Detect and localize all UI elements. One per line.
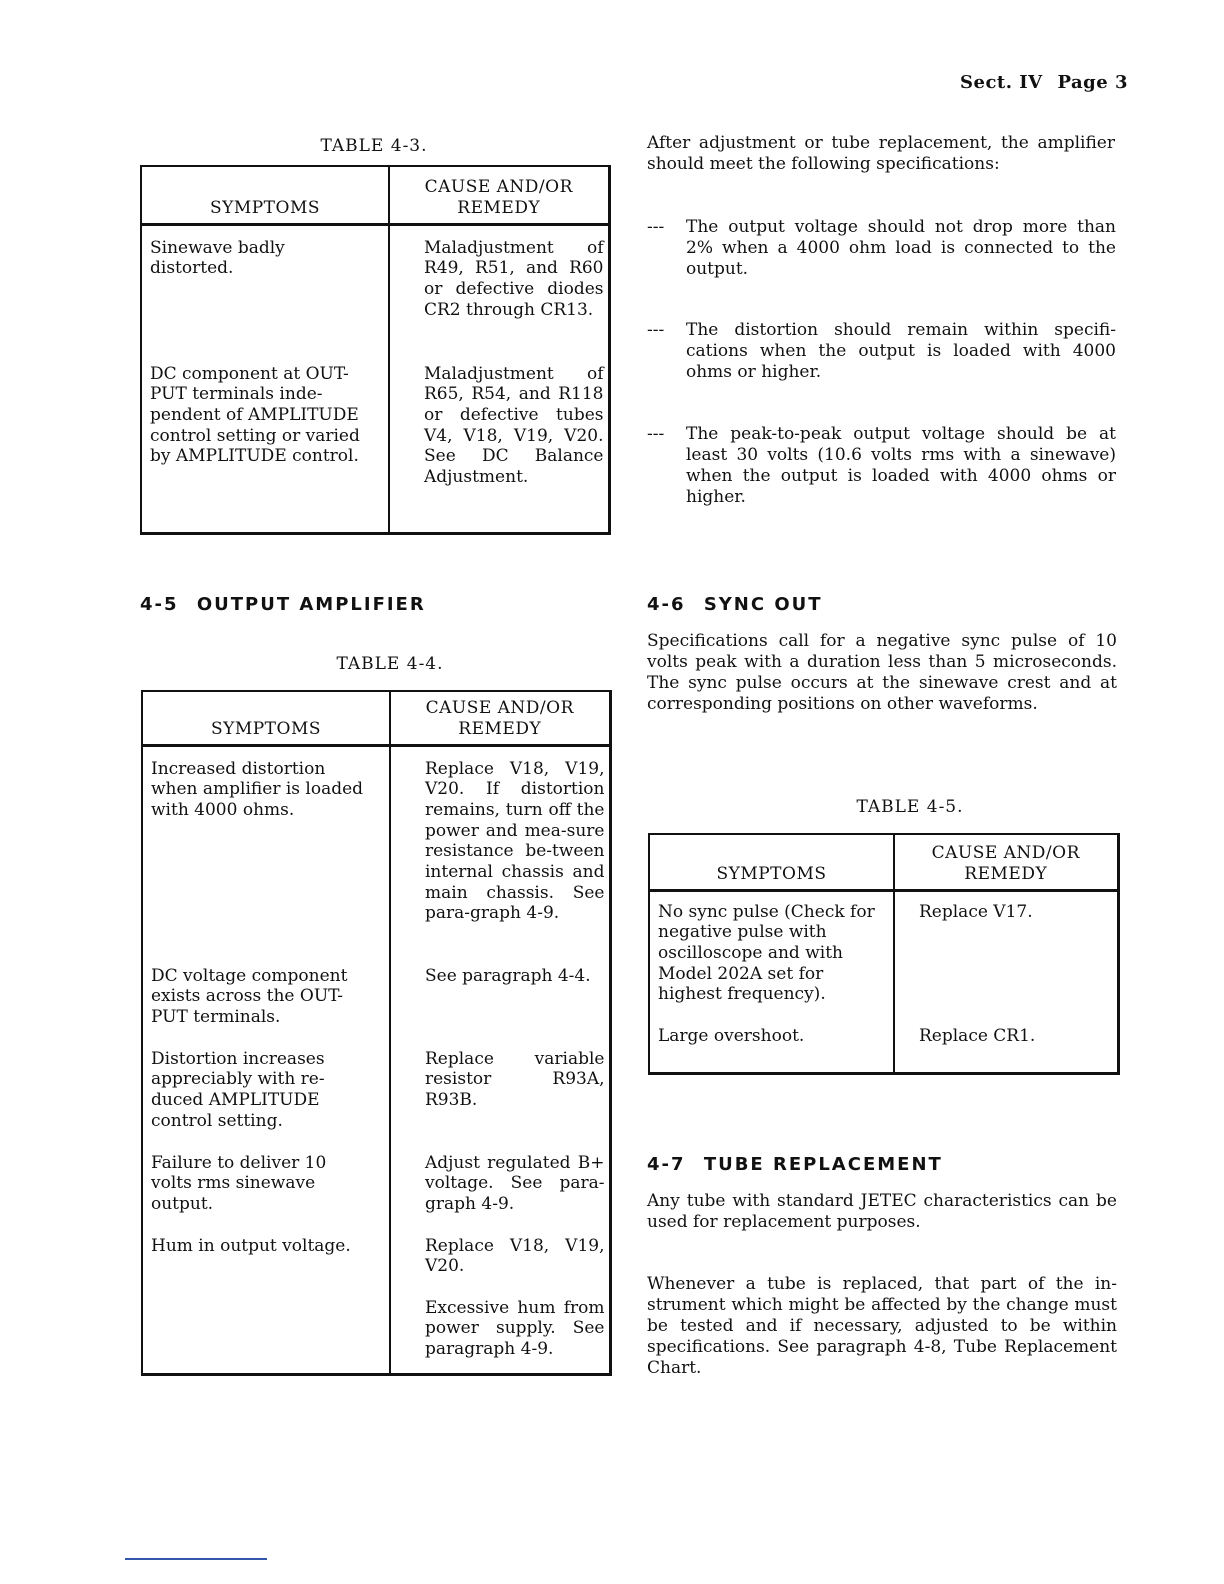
table-4-3 <box>140 165 611 535</box>
table-row-symptom: Increased distortion when amplifier is loaded with 4000 ohms. <box>151 758 364 820</box>
table-row-symptom: Failure to deliver 10 volts rms sinewave output. <box>151 1152 327 1214</box>
table-row-remedy: Replace V18, V19, V20. <box>425 1235 605 1277</box>
sync-out-paragraph: Specifications call for a negative sync pulse of 10 volts peak with a duration less than 5 microseconds. The sync pulse occurs at the sinewave crest and at corresponding positions on other waveforms. <box>647 631 1117 714</box>
table-4-4 <box>141 690 612 1376</box>
table-row-remedy: See paragraph 4-4. <box>425 965 591 986</box>
table-4-4-symptoms-column <box>142 745 390 1375</box>
bullet-dash: --- <box>647 424 665 444</box>
bullet-text: The distortion should remain within specifi-cations when the output is loaded with 4000 ohms or higher. <box>686 320 1116 382</box>
table-row-symptom: No sync pulse (Check for negative pulse with oscilloscope and with Model 202A set for highest frequency). <box>658 901 875 1005</box>
table-row-symptom: Large overshoot. <box>658 1025 805 1046</box>
footer-rule <box>125 1558 267 1560</box>
table-row-remedy: Maladjustment of R65, R54, and R118 or defective tubes V4, V18, V19, V20. See DC Balance Adjustment. <box>424 363 604 488</box>
table-row-remedy: Maladjustment of R49, R51, and R60 or defective diodes CR2 through CR13. <box>424 237 604 320</box>
amplifier-spec-intro: After adjustment or tube replacement, the amplifier should meet the following specifications: <box>647 133 1115 174</box>
table-4-3-caption: TABLE 4-3. <box>320 136 428 156</box>
table-4-3-symptoms-column <box>141 224 389 534</box>
tube-replacement-paragraph-1: Any tube with standard JETEC characteristics can be used for replacement purposes. <box>647 1191 1117 1232</box>
section-number: 4-6 <box>647 594 686 615</box>
table-row-remedy: Replace V17. <box>919 901 1033 922</box>
table-row-symptom: Hum in output voltage. <box>151 1235 351 1256</box>
table-4-5-cause-header: CAUSE AND/OR REMEDY <box>894 834 1118 890</box>
section-number: 4-7 <box>647 1154 686 1175</box>
table-4-4-caption: TABLE 4-4. <box>336 654 444 674</box>
bullet-dash: --- <box>647 217 665 237</box>
table-4-5 <box>648 833 1120 1075</box>
page-number: Page 3 <box>1057 72 1128 93</box>
table-row-symptom: DC voltage component exists across the OUT-PUT terminals. <box>151 965 348 1027</box>
table-4-5-caption: TABLE 4-5. <box>856 797 964 817</box>
section-title: SYNC OUT <box>703 594 823 615</box>
table-4-3-cause-header: CAUSE AND/OR REMEDY <box>389 166 609 224</box>
table-row-remedy: Adjust regulated B+ voltage. See para-graph 4-9. <box>425 1152 605 1214</box>
table-row-symptom: Sinewave badly distorted. <box>150 237 285 279</box>
section-4-7-heading <box>647 1154 943 1175</box>
table-4-5-symptoms-header: SYMPTOMS <box>649 834 894 890</box>
section-label: Sect. IV <box>960 72 1043 93</box>
section-title: OUTPUT AMPLIFIER <box>196 594 426 615</box>
table-row-symptom: DC component at OUT-PUT terminals inde-pendent of AMPLITUDE control setting or varied by AMPLITUDE control. <box>150 363 360 467</box>
table-row-remedy: Excessive hum from power supply. See paragraph 4-9. <box>425 1297 605 1359</box>
table-row-remedy: Replace CR1. <box>919 1025 1036 1046</box>
table-row-remedy: Replace V18, V19, V20. If distortion remains, turn off the power and mea-sure resistance be-tween internal chassis and main chassis. See para-graph 4-9. <box>425 758 605 924</box>
table-row-symptom: Distortion increases appreciably with re-duced AMPLITUDE control setting. <box>151 1048 325 1131</box>
bullet-dash: --- <box>647 320 665 340</box>
section-title: TUBE REPLACEMENT <box>703 1154 943 1175</box>
table-4-4-cause-column <box>390 745 610 1375</box>
table-4-5-symptoms-column <box>649 890 894 1074</box>
page-header <box>960 72 1128 93</box>
table-4-5-cause-column <box>894 890 1118 1074</box>
table-4-3-cause-column <box>389 224 609 534</box>
section-4-5-heading <box>140 594 426 615</box>
tube-replacement-paragraph-2: Whenever a tube is replaced, that part of the in-strument which might be affected by the change must be tested and if necessary, adjusted to be within specifications. See paragraph 4-8, Tube Replacement Chart. <box>647 1274 1117 1378</box>
table-row-remedy: Replace variable resistor R93A, R93B. <box>425 1048 605 1110</box>
table-4-4-cause-header: CAUSE AND/OR REMEDY <box>390 691 610 745</box>
section-number: 4-5 <box>140 594 179 615</box>
table-4-4-symptoms-header: SYMPTOMS <box>142 691 390 745</box>
table-4-3-symptoms-header: SYMPTOMS <box>141 166 389 224</box>
bullet-text: The output voltage should not drop more than 2% when a 4000 ohm load is connected to the output. <box>686 217 1116 279</box>
section-4-6-heading <box>647 594 823 615</box>
bullet-text: The peak-to-peak output voltage should be at least 30 volts (10.6 volts rms with a sinewave) when the output is loaded with 4000 ohms or higher. <box>686 424 1116 507</box>
